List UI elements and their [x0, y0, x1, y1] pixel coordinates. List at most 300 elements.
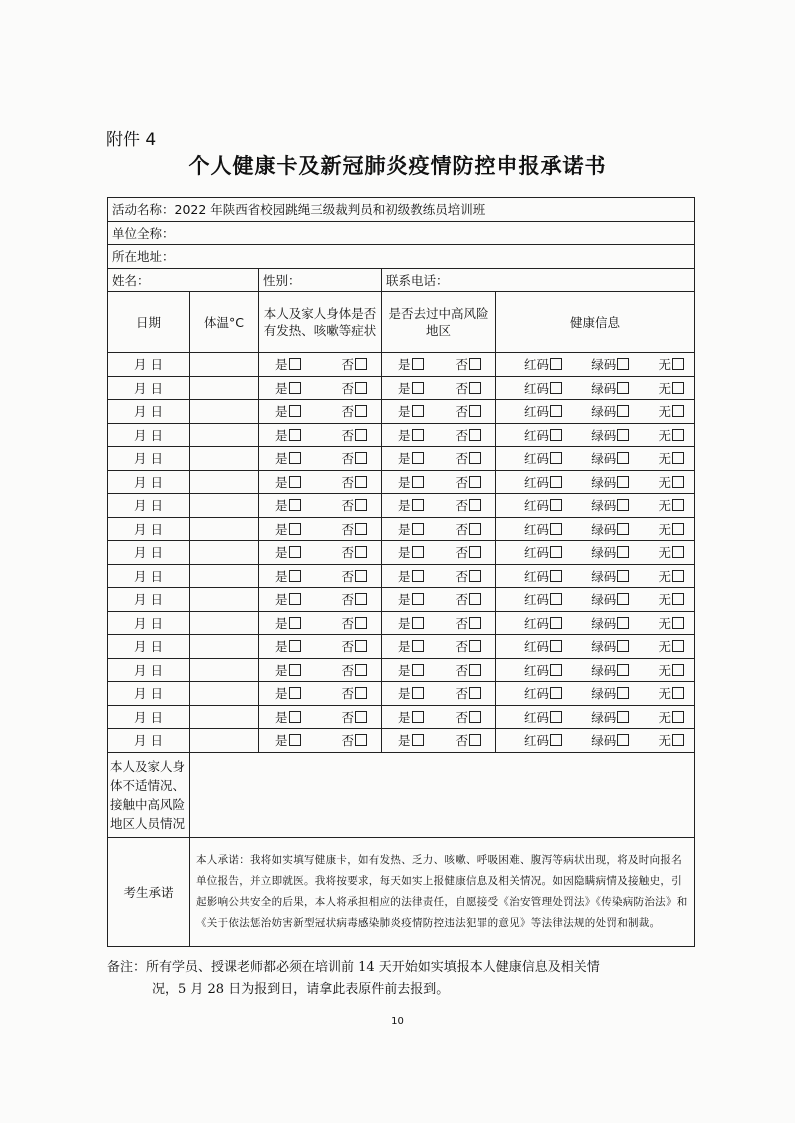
- no-option[interactable]: 否: [341, 684, 367, 702]
- checkbox[interactable]: [412, 358, 424, 370]
- checkbox[interactable]: [672, 452, 684, 464]
- date-cell[interactable]: 月 日: [108, 376, 190, 400]
- no-code-option[interactable]: 无: [659, 426, 685, 444]
- checkbox[interactable]: [355, 687, 367, 699]
- checkbox[interactable]: [412, 687, 424, 699]
- checkbox[interactable]: [412, 570, 424, 582]
- health-info-cell: [496, 447, 695, 471]
- no-option[interactable]: 否: [455, 684, 481, 702]
- temperature-cell[interactable]: [190, 588, 259, 612]
- yes-option[interactable]: 是: [398, 520, 424, 538]
- yes-option[interactable]: 是: [275, 661, 301, 679]
- yes-option[interactable]: 是: [275, 708, 301, 726]
- no-code-option[interactable]: 无: [659, 473, 685, 491]
- checkbox[interactable]: [469, 476, 481, 488]
- checkbox[interactable]: [355, 546, 367, 558]
- no-code-option[interactable]: 无: [659, 637, 685, 655]
- checkbox[interactable]: [289, 523, 301, 535]
- no-option[interactable]: 否: [341, 567, 367, 585]
- checkbox[interactable]: [617, 711, 629, 723]
- temperature-cell[interactable]: [190, 353, 259, 377]
- no-code-option[interactable]: 无: [659, 379, 685, 397]
- yes-option[interactable]: 是: [398, 731, 424, 749]
- checkbox[interactable]: [550, 382, 562, 394]
- yes-option[interactable]: 是: [398, 449, 424, 467]
- checkbox[interactable]: [355, 617, 367, 629]
- green-code-option[interactable]: 绿码: [591, 379, 629, 397]
- checkbox[interactable]: [412, 452, 424, 464]
- checkbox[interactable]: [469, 405, 481, 417]
- checkbox[interactable]: [617, 664, 629, 676]
- risk-area-cell: [382, 682, 496, 706]
- checkbox[interactable]: [550, 687, 562, 699]
- checkbox[interactable]: [617, 617, 629, 629]
- no-option[interactable]: 否: [455, 731, 481, 749]
- date-cell[interactable]: 月 日: [108, 729, 190, 753]
- risk-area-cell: [382, 517, 496, 541]
- checkbox[interactable]: [289, 382, 301, 394]
- checkbox[interactable]: [289, 640, 301, 652]
- green-code-option[interactable]: 绿码: [591, 496, 629, 514]
- temperature-cell[interactable]: [190, 682, 259, 706]
- green-code-option[interactable]: 绿码: [591, 708, 629, 726]
- no-option[interactable]: 否: [341, 473, 367, 491]
- checkbox[interactable]: [355, 429, 367, 441]
- yes-option[interactable]: 是: [275, 402, 301, 420]
- no-option[interactable]: 否: [341, 614, 367, 632]
- no-code-option[interactable]: 无: [659, 567, 685, 585]
- yes-option[interactable]: 是: [275, 496, 301, 514]
- no-option[interactable]: 否: [341, 402, 367, 420]
- checkbox[interactable]: [550, 617, 562, 629]
- red-code-option[interactable]: 红码: [524, 731, 562, 749]
- green-code-option[interactable]: 绿码: [591, 426, 629, 444]
- health-info-cell: [496, 588, 695, 612]
- checkbox[interactable]: [412, 664, 424, 676]
- date-cell[interactable]: 月 日: [108, 658, 190, 682]
- name-field[interactable]: 姓名：: [108, 268, 259, 292]
- yes-option[interactable]: 是: [275, 731, 301, 749]
- checkbox[interactable]: [672, 405, 684, 417]
- checkbox[interactable]: [617, 593, 629, 605]
- checkbox[interactable]: [412, 382, 424, 394]
- green-code-option[interactable]: 绿码: [591, 355, 629, 373]
- red-code-option[interactable]: 红码: [524, 684, 562, 702]
- checkbox[interactable]: [289, 476, 301, 488]
- no-code-option[interactable]: 无: [659, 661, 685, 679]
- checkbox[interactable]: [469, 711, 481, 723]
- red-code-option[interactable]: 红码: [524, 355, 562, 373]
- checkbox[interactable]: [289, 452, 301, 464]
- red-code-option[interactable]: 红码: [524, 590, 562, 608]
- checkbox[interactable]: [672, 711, 684, 723]
- checkbox[interactable]: [289, 570, 301, 582]
- checkbox[interactable]: [672, 382, 684, 394]
- checkbox[interactable]: [412, 523, 424, 535]
- green-code-option[interactable]: 绿码: [591, 402, 629, 420]
- checkbox[interactable]: [550, 711, 562, 723]
- checkbox[interactable]: [355, 664, 367, 676]
- yes-option[interactable]: 是: [275, 567, 301, 585]
- checkbox[interactable]: [617, 476, 629, 488]
- checkbox[interactable]: [550, 476, 562, 488]
- checkbox[interactable]: [355, 734, 367, 746]
- no-option[interactable]: 否: [341, 708, 367, 726]
- health-info-cell: [496, 470, 695, 494]
- yes-option[interactable]: 是: [398, 543, 424, 561]
- checkbox[interactable]: [355, 640, 367, 652]
- daily-row: [108, 376, 695, 400]
- checkbox[interactable]: [355, 523, 367, 535]
- date-cell[interactable]: 月 日: [108, 588, 190, 612]
- checkbox[interactable]: [469, 382, 481, 394]
- checkbox[interactable]: [289, 711, 301, 723]
- checkbox[interactable]: [617, 687, 629, 699]
- green-code-option[interactable]: 绿码: [591, 567, 629, 585]
- checkbox[interactable]: [550, 429, 562, 441]
- checkbox[interactable]: [469, 570, 481, 582]
- red-code-option[interactable]: 红码: [524, 402, 562, 420]
- checkbox[interactable]: [412, 429, 424, 441]
- footnote-line-1: 备注：所有学员、授课老师都必须在培训前 14 天开始如实填报本人健康信息及相关情: [107, 960, 600, 975]
- temperature-cell[interactable]: [190, 658, 259, 682]
- yes-option[interactable]: 是: [398, 355, 424, 373]
- red-code-option[interactable]: 红码: [524, 708, 562, 726]
- checkbox[interactable]: [355, 711, 367, 723]
- checkbox[interactable]: [617, 452, 629, 464]
- checkbox[interactable]: [672, 617, 684, 629]
- checkbox[interactable]: [469, 617, 481, 629]
- no-option[interactable]: 否: [455, 379, 481, 397]
- yes-option[interactable]: 是: [398, 379, 424, 397]
- checkbox[interactable]: [672, 570, 684, 582]
- green-code-option[interactable]: 绿码: [591, 590, 629, 608]
- yes-option[interactable]: 是: [398, 684, 424, 702]
- checkbox[interactable]: [672, 499, 684, 511]
- date-cell[interactable]: 月 日: [108, 353, 190, 377]
- checkbox[interactable]: [672, 593, 684, 605]
- yes-option[interactable]: 是: [398, 426, 424, 444]
- no-code-option[interactable]: 无: [659, 614, 685, 632]
- daily-row: [108, 517, 695, 541]
- daily-row: [108, 494, 695, 518]
- no-option[interactable]: 否: [341, 379, 367, 397]
- date-cell[interactable]: 月 日: [108, 611, 190, 635]
- no-option[interactable]: 否: [341, 731, 367, 749]
- no-option[interactable]: 否: [341, 449, 367, 467]
- checkbox[interactable]: [469, 429, 481, 441]
- checkbox[interactable]: [412, 711, 424, 723]
- yes-option[interactable]: 是: [398, 473, 424, 491]
- no-option[interactable]: 否: [455, 449, 481, 467]
- unit-name-field[interactable]: 单位全称：: [108, 221, 695, 245]
- no-option[interactable]: 否: [455, 637, 481, 655]
- red-code-option[interactable]: 红码: [524, 543, 562, 561]
- no-code-option[interactable]: 无: [659, 590, 685, 608]
- checkbox[interactable]: [469, 640, 481, 652]
- checkbox[interactable]: [617, 429, 629, 441]
- checkbox[interactable]: [550, 358, 562, 370]
- no-option[interactable]: 否: [341, 637, 367, 655]
- no-option[interactable]: 否: [455, 355, 481, 373]
- yes-option[interactable]: 是: [398, 614, 424, 632]
- checkbox[interactable]: [412, 476, 424, 488]
- no-option[interactable]: 否: [455, 567, 481, 585]
- daily-row: [108, 400, 695, 424]
- red-code-option[interactable]: 红码: [524, 661, 562, 679]
- phone-field[interactable]: 联系电话：: [382, 268, 695, 292]
- checkbox[interactable]: [355, 452, 367, 464]
- checkbox[interactable]: [289, 617, 301, 629]
- daily-row: [108, 682, 695, 706]
- checkbox[interactable]: [289, 499, 301, 511]
- risk-area-cell: [382, 564, 496, 588]
- red-code-option[interactable]: 红码: [524, 449, 562, 467]
- no-code-option[interactable]: 无: [659, 684, 685, 702]
- yes-option[interactable]: 是: [398, 567, 424, 585]
- checkbox[interactable]: [469, 499, 481, 511]
- temperature-cell[interactable]: [190, 470, 259, 494]
- checkbox[interactable]: [672, 664, 684, 676]
- checkbox[interactable]: [469, 523, 481, 535]
- no-option[interactable]: 否: [455, 496, 481, 514]
- checkbox[interactable]: [550, 734, 562, 746]
- yes-option[interactable]: 是: [398, 496, 424, 514]
- date-cell[interactable]: 月 日: [108, 423, 190, 447]
- checkbox[interactable]: [550, 452, 562, 464]
- no-code-option[interactable]: 无: [659, 731, 685, 749]
- address-field[interactable]: 所在地址：: [108, 245, 695, 269]
- checkbox[interactable]: [289, 687, 301, 699]
- checkbox[interactable]: [469, 734, 481, 746]
- checkbox[interactable]: [289, 429, 301, 441]
- date-cell[interactable]: 月 日: [108, 470, 190, 494]
- temperature-cell[interactable]: [190, 705, 259, 729]
- no-option[interactable]: 否: [455, 708, 481, 726]
- yes-option[interactable]: 是: [398, 637, 424, 655]
- date-cell[interactable]: 月 日: [108, 541, 190, 565]
- green-code-option[interactable]: 绿码: [591, 520, 629, 538]
- green-code-option[interactable]: 绿码: [591, 614, 629, 632]
- checkbox[interactable]: [355, 570, 367, 582]
- red-code-option[interactable]: 红码: [524, 567, 562, 585]
- checkbox[interactable]: [550, 499, 562, 511]
- no-option[interactable]: 否: [455, 543, 481, 561]
- yes-option[interactable]: 是: [275, 355, 301, 373]
- date-cell[interactable]: 月 日: [108, 564, 190, 588]
- gender-field[interactable]: 性别：: [259, 268, 382, 292]
- checkbox[interactable]: [672, 358, 684, 370]
- red-code-option[interactable]: 红码: [524, 614, 562, 632]
- activity-name-field[interactable]: 活动名称：2022 年陕西省校园跳绳三级裁判员和初级教练员培训班: [108, 198, 695, 222]
- checkbox[interactable]: [617, 358, 629, 370]
- yes-option[interactable]: 是: [275, 590, 301, 608]
- temperature-cell[interactable]: [190, 494, 259, 518]
- checkbox[interactable]: [617, 382, 629, 394]
- checkbox[interactable]: [355, 405, 367, 417]
- temperature-cell[interactable]: [190, 611, 259, 635]
- yes-option[interactable]: 是: [275, 520, 301, 538]
- red-code-option[interactable]: 红码: [524, 379, 562, 397]
- checkbox[interactable]: [469, 664, 481, 676]
- green-code-option[interactable]: 绿码: [591, 731, 629, 749]
- no-option[interactable]: 否: [341, 543, 367, 561]
- checkbox[interactable]: [550, 523, 562, 535]
- date-cell[interactable]: 月 日: [108, 447, 190, 471]
- no-option[interactable]: 否: [455, 473, 481, 491]
- no-option[interactable]: 否: [341, 355, 367, 373]
- yes-option[interactable]: 是: [398, 590, 424, 608]
- checkbox[interactable]: [355, 593, 367, 605]
- temperature-cell[interactable]: [190, 400, 259, 424]
- checkbox[interactable]: [617, 405, 629, 417]
- checkbox[interactable]: [412, 405, 424, 417]
- checkbox[interactable]: [355, 358, 367, 370]
- yes-option[interactable]: 是: [275, 473, 301, 491]
- no-option[interactable]: 否: [455, 520, 481, 538]
- red-code-option[interactable]: 红码: [524, 520, 562, 538]
- no-option[interactable]: 否: [341, 590, 367, 608]
- checkbox[interactable]: [672, 546, 684, 558]
- temperature-cell[interactable]: [190, 541, 259, 565]
- no-code-option[interactable]: 无: [659, 520, 685, 538]
- checkbox[interactable]: [469, 546, 481, 558]
- checkbox[interactable]: [617, 499, 629, 511]
- temperature-cell[interactable]: [190, 729, 259, 753]
- checkbox[interactable]: [412, 617, 424, 629]
- temperature-cell[interactable]: [190, 376, 259, 400]
- yes-option[interactable]: 是: [398, 708, 424, 726]
- yes-option[interactable]: 是: [398, 661, 424, 679]
- yes-option[interactable]: 是: [275, 614, 301, 632]
- red-code-option[interactable]: 红码: [524, 426, 562, 444]
- yes-option[interactable]: 是: [275, 449, 301, 467]
- no-code-option[interactable]: 无: [659, 402, 685, 420]
- checkbox[interactable]: [412, 499, 424, 511]
- risk-area-cell: [382, 611, 496, 635]
- no-option[interactable]: 否: [341, 520, 367, 538]
- yes-option[interactable]: 是: [398, 402, 424, 420]
- no-option[interactable]: 否: [455, 426, 481, 444]
- checkbox[interactable]: [412, 640, 424, 652]
- health-info-cell: [496, 353, 695, 377]
- yes-option[interactable]: 是: [275, 426, 301, 444]
- no-option[interactable]: 否: [341, 496, 367, 514]
- yes-option[interactable]: 是: [275, 543, 301, 561]
- red-code-option[interactable]: 红码: [524, 473, 562, 491]
- no-code-option[interactable]: 无: [659, 449, 685, 467]
- daily-row: [108, 588, 695, 612]
- checkbox[interactable]: [617, 640, 629, 652]
- green-code-option[interactable]: 绿码: [591, 661, 629, 679]
- checkbox[interactable]: [672, 523, 684, 535]
- date-cell[interactable]: 月 日: [108, 494, 190, 518]
- date-cell[interactable]: 月 日: [108, 400, 190, 424]
- date-cell[interactable]: 月 日: [108, 682, 190, 706]
- checkbox[interactable]: [289, 405, 301, 417]
- no-option[interactable]: 否: [455, 661, 481, 679]
- date-cell[interactable]: 月 日: [108, 635, 190, 659]
- checkbox[interactable]: [469, 358, 481, 370]
- green-code-option[interactable]: 绿码: [591, 684, 629, 702]
- checkbox[interactable]: [550, 593, 562, 605]
- red-code-option[interactable]: 红码: [524, 496, 562, 514]
- no-option[interactable]: 否: [455, 402, 481, 420]
- checkbox[interactable]: [412, 593, 424, 605]
- checkbox[interactable]: [617, 734, 629, 746]
- symptoms-cell: [259, 517, 382, 541]
- checkbox[interactable]: [617, 570, 629, 582]
- checkbox[interactable]: [672, 429, 684, 441]
- checkbox[interactable]: [672, 687, 684, 699]
- checkbox[interactable]: [412, 546, 424, 558]
- checkbox[interactable]: [469, 593, 481, 605]
- checkbox[interactable]: [672, 734, 684, 746]
- checkbox[interactable]: [617, 523, 629, 535]
- checkbox[interactable]: [672, 476, 684, 488]
- yes-option[interactable]: 是: [275, 684, 301, 702]
- date-cell[interactable]: 月 日: [108, 517, 190, 541]
- no-code-option[interactable]: 无: [659, 355, 685, 373]
- checkbox[interactable]: [355, 382, 367, 394]
- checkbox[interactable]: [289, 593, 301, 605]
- green-code-option[interactable]: 绿码: [591, 449, 629, 467]
- no-code-option[interactable]: 无: [659, 496, 685, 514]
- checkbox[interactable]: [289, 546, 301, 558]
- checkbox[interactable]: [289, 734, 301, 746]
- no-option[interactable]: 否: [455, 590, 481, 608]
- no-option[interactable]: 否: [341, 661, 367, 679]
- checkbox[interactable]: [289, 664, 301, 676]
- checkbox[interactable]: [355, 499, 367, 511]
- checkbox[interactable]: [550, 570, 562, 582]
- checkbox[interactable]: [550, 664, 562, 676]
- yes-option[interactable]: 是: [275, 637, 301, 655]
- green-code-option[interactable]: 绿码: [591, 543, 629, 561]
- yes-option[interactable]: 是: [275, 379, 301, 397]
- temperature-cell[interactable]: [190, 635, 259, 659]
- no-option[interactable]: 否: [341, 426, 367, 444]
- health-info-cell: [496, 682, 695, 706]
- checkbox[interactable]: [355, 476, 367, 488]
- temperature-cell[interactable]: [190, 564, 259, 588]
- checkbox[interactable]: [550, 405, 562, 417]
- page-number: 10: [391, 1016, 404, 1027]
- checkbox[interactable]: [412, 734, 424, 746]
- checkbox[interactable]: [672, 640, 684, 652]
- no-option[interactable]: 否: [455, 614, 481, 632]
- discomfort-field[interactable]: [190, 752, 695, 837]
- checkbox[interactable]: [469, 687, 481, 699]
- daily-row: [108, 423, 695, 447]
- green-code-option[interactable]: 绿码: [591, 473, 629, 491]
- temperature-cell[interactable]: [190, 423, 259, 447]
- checkbox[interactable]: [550, 546, 562, 558]
- no-code-option[interactable]: 无: [659, 543, 685, 561]
- checkbox[interactable]: [469, 452, 481, 464]
- red-code-option[interactable]: 红码: [524, 637, 562, 655]
- date-cell[interactable]: 月 日: [108, 705, 190, 729]
- checkbox[interactable]: [550, 640, 562, 652]
- checkbox[interactable]: [617, 546, 629, 558]
- no-code-option[interactable]: 无: [659, 708, 685, 726]
- health-info-cell: [496, 423, 695, 447]
- temperature-cell[interactable]: [190, 517, 259, 541]
- green-code-option[interactable]: 绿码: [591, 637, 629, 655]
- checkbox[interactable]: [289, 358, 301, 370]
- risk-area-cell: [382, 588, 496, 612]
- temperature-cell[interactable]: [190, 447, 259, 471]
